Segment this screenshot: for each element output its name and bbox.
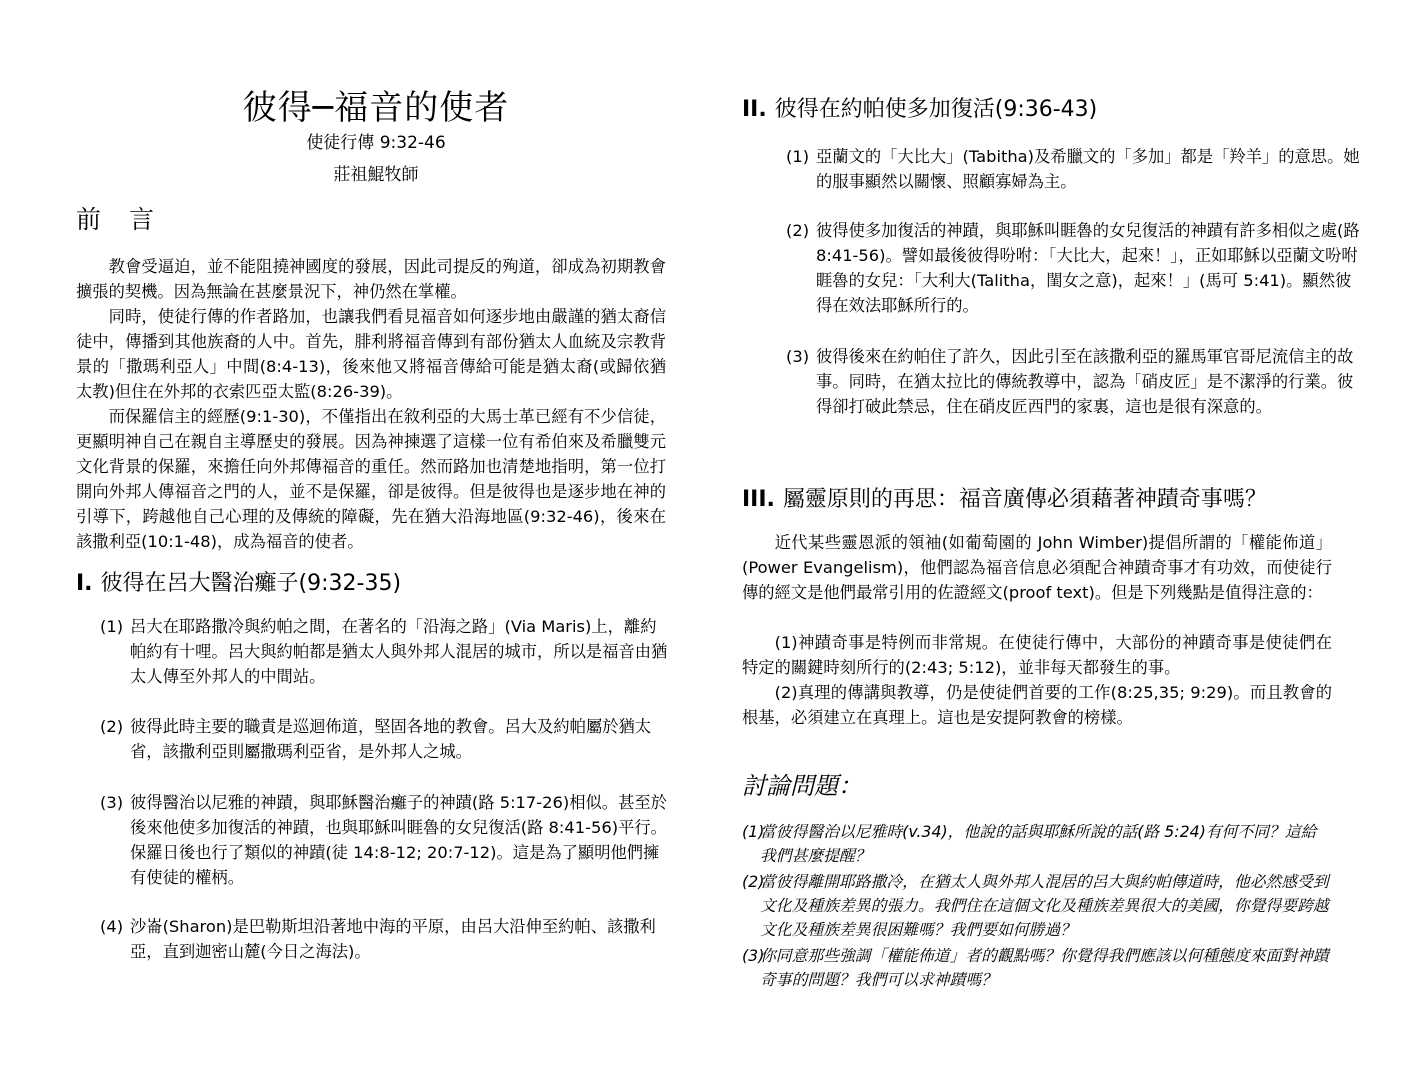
item-number: (2) [786,221,810,240]
section-3-heading [742,482,1267,513]
section-1-item [100,614,672,689]
item-number: (1) [786,147,810,166]
section-3-paragraph-1: 近代某些靈恩派的領袖(如葡萄園的 John Wimber)提倡所謂的「權能佈道」(Power Evangelism)，他們認為福音信息必須配合神蹟奇事才有功效，而使徒行傳的經文是他們最常引用的佐證經文(proof text)。但是下列幾點是值得注意的： [742,533,1332,602]
section-1-item [100,790,672,890]
item-number: (3) [786,347,810,366]
item-number: (4) [100,917,124,936]
item-number: (3) [100,793,124,812]
page-title: 彼得─福音的使者 [242,88,510,128]
question-text: 當彼得離開耶路撒冷，在猶太人與外邦人混居的呂大與約帕傳道時，他必然感受到文化及種族差異的張力。我們住在這個文化及種族差異很大的美國，你覺得要跨越文化及種族差異很困難嗎？我們要如何勝過？ [760,872,1329,939]
question-number: (2) [742,872,765,891]
section-1-roman: I. [76,571,93,596]
section-3-roman: III. [742,487,775,512]
discussion-question [742,870,1330,942]
section-2-roman: II. [742,97,767,122]
preface-paragraph-1: 教會受逼迫，並不能阻撓神國度的發展，因此司提反的殉道，卻成為初期教會擴張的契機。因為無論在甚麼景況下，神仍然在掌權。 [76,257,666,301]
discussion-question [742,820,1330,868]
scripture-reference: 使徒行傳 9:32-46 [306,133,446,153]
section-2-title: 彼得在約帕使多加復活(9:36-43) [774,97,1098,122]
item-text: 亞蘭文的「大比大」(Tabitha)及希臘文的「多加」都是「羚羊」的意思。她的服事顯然以關懷、照顧寡婦為主。 [816,147,1360,191]
section-1-item [100,714,672,764]
section-3-paragraph-2: (1)神蹟奇事是特例而非常規。在使徒行傳中，大部份的神蹟奇事是使徒們在特定的關鍵時刻所行的(2:43; 5:12)，並非每天都發生的事。 [742,633,1332,677]
item-number: (2) [100,717,124,736]
item-text: 彼得後來在約帕住了許久，因此引至在該撒利亞的羅馬軍官哥尼流信主的故事。同時，在猶太拉比的傳統教導中，認為「硝皮匠」是不潔淨的行業。彼得卻打破此禁忌，住在硝皮匠西門的家裏，這也是很有深意的。 [816,347,1354,416]
item-text: 彼得使多加復活的神蹟，與耶穌叫睚魯的女兒復活的神蹟有許多相似之處(路 8:41-56)。譬如最後彼得吩咐：「大比大，起來！」，正如耶穌以亞蘭文吩咐睚魯的女兒：「大利大(Talitha，閨女之意)，起來！」(馬可 5:41)。顯然彼得在效法耶穌所行的。 [816,221,1360,315]
item-text: 彼得此時主要的職責是巡迴佈道，堅固各地的教會。呂大及約帕屬於猶太省，該撒利亞則屬撒瑪利亞省，是外邦人之城。 [130,717,652,761]
preface-heading: 前 言 [76,205,164,234]
section-2-item [786,218,1360,318]
discussion-heading: 討論問題： [742,772,862,800]
question-number: (3) [742,946,765,965]
section-1-heading [76,566,401,597]
section-2-heading [742,92,1097,123]
author: 莊祖鯤牧師 [333,165,419,185]
section-2-item [786,144,1360,194]
item-text: 呂大在耶路撒冷與約帕之間，在著名的「沿海之路」(Via Maris)上，離約帕約有十哩。呂大與約帕都是猶太人與外邦人混居的城市，所以是福音由猶太人傳至外邦人的中間站。 [130,617,668,686]
preface-paragraph-2: 同時，使徒行傳的作者路加，也讓我們看見福音如何逐步地由嚴謹的猶太裔信徒中，傳播到其他族裔的人中。首先，腓利將福音傳到有部份猶太人血統及宗教背景的「撒瑪利亞人」中間(8:4-13)，後來他又將福音傳給可能是猶太裔(或歸依猶太教)但住在外邦的衣索匹亞太監(8:26-39)。 [76,307,666,401]
question-number: (1) [742,822,765,841]
item-text: 彼得醫治以尼雅的神蹟，與耶穌醫治癱子的神蹟(路 5:17-26)相似。甚至於後來他使多加復活的神蹟，也與耶穌叫睚魯的女兒復活(路 8:41-56)平行。保羅日後也行了類似的神蹟(徒 14:8-12; 20:7-12)。這是為了顯明他們擁有使徒的權柄。 [130,793,667,887]
section-3-paragraph-3: (2)真理的傳講與教導，仍是使徒們首要的工作(8:25,35; 9:29)。而且教會的根基，必須建立在真理上。這也是安提阿教會的榜樣。 [742,683,1332,727]
question-text: 當彼得醫治以尼雅時(v.34)，他說的話與耶穌所說的話(路 5:24)有何不同？這給我們甚麼提醒？ [760,822,1317,865]
section-1-title: 彼得在呂大醫治癱子(9:32-35) [100,571,402,596]
section-3-title: 屬靈原則的再思：福音廣傳必須藉著神蹟奇事嗎？ [782,487,1267,512]
question-text: 你同意那些強調「權能佈道」者的觀點嗎？你覺得我們應該以何種態度來面對神蹟奇事的問題？我們可以求神蹟嗎？ [760,946,1329,989]
discussion-question [742,944,1330,992]
preface-paragraph-3: 而保羅信主的經歷(9:1-30)，不僅指出在敘利亞的大馬士革已經有不少信徒，更顯明神自己在親自主導歷史的發展。因為神揀選了這樣一位有希伯來及希臘雙元文化背景的保羅，來擔任向外邦傳福音的重任。然而路加也清楚地指明，第一位打開向外邦人傳福音之門的人，並不是保羅，卻是彼得。但是彼得也是逐步地在神的引導下，跨越他自己心理的及傳統的障礙，先在猶大沿海地區(9:32-46)，後來在該撒利亞(10:1-48)，成為福音的使者。 [76,407,666,551]
section-1-item [100,914,672,964]
item-number: (1) [100,617,124,636]
item-text: 沙崙(Sharon)是巴勒斯坦沿著地中海的平原，由呂大沿伸至約帕、該撒利亞，直到迦密山麓(今日之海法)。 [130,917,656,961]
section-2-item [786,344,1360,419]
